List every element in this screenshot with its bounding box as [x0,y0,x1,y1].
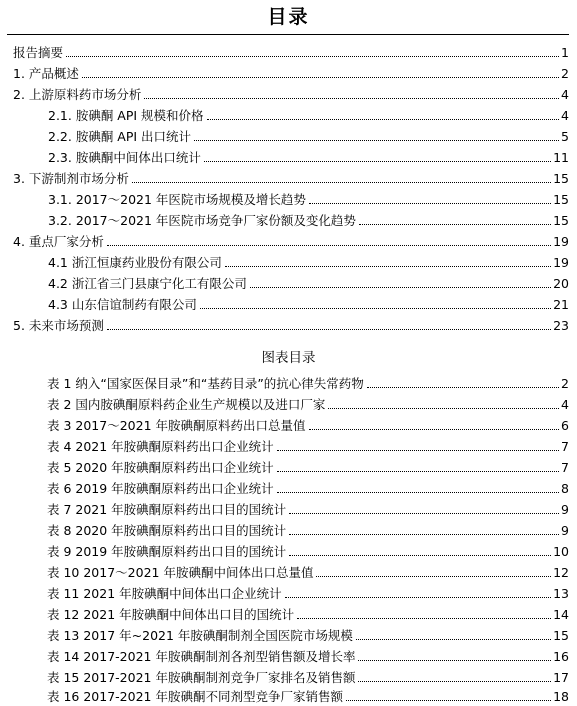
toc-entry-label: 2.2. 胺碘酮 API 出口统计 [48,129,192,144]
figure-entry[interactable] [47,603,569,623]
dot-leader [359,224,551,225]
figure-entry-page: 6 [561,418,569,433]
toc-entry-label: 4.3 山东信谊制药有限公司 [48,297,197,312]
toc-entry-label: 5. 未来市场预测 [13,318,104,333]
toc-entry-label: 1. 产品概述 [13,66,79,81]
dot-leader [66,56,559,57]
dot-leader [309,429,560,430]
toc-entry-label: 4.1 浙江恒康药业股份有限公司 [48,255,222,270]
figure-entry-page: 9 [561,523,569,538]
figure-entry-page: 15 [553,628,569,643]
toc-entry-page: 15 [553,192,569,207]
toc-entry-label: 3.2. 2017～2021 年医院市场竞争厂家份额及变化趋势 [48,213,356,228]
dot-leader [250,287,551,288]
dot-leader [358,681,551,682]
figure-entry[interactable] [47,685,569,705]
toc-entry-page: 15 [553,213,569,228]
dot-leader [132,182,551,183]
figure-entry-label: 表 8 2020 年胺碘酮原料药出口目的国统计 [47,523,287,538]
toc-entry-page: 19 [553,255,569,270]
toc-entry-label: 2.1. 胺碘酮 API 规模和价格 [48,108,204,123]
toc-entry[interactable] [13,41,569,61]
figure-entry-page: 16 [553,649,569,664]
figure-entry[interactable] [47,477,569,497]
toc-entry-label: 3.1. 2017～2021 年医院市场规模及增长趋势 [48,192,306,207]
figure-entry[interactable] [47,540,569,560]
figure-entry[interactable] [47,624,569,644]
dot-leader [225,266,551,267]
toc-entry[interactable] [48,209,569,229]
toc-entry[interactable] [13,83,569,103]
figure-entry-label: 表 1 纳入“国家医保目录”和“基药目录”的抗心律失常药物 [47,376,364,391]
toc-entry[interactable] [13,314,569,334]
figure-entry-page: 7 [561,439,569,454]
dot-leader [277,450,559,451]
figure-entry-page: 7 [561,460,569,475]
dot-leader [200,308,551,309]
figure-entry-label: 表 4 2021 年胺碘酮原料药出口企业统计 [47,439,274,454]
toc-entry-label: 2.3. 胺碘酮中间体出口统计 [48,150,201,165]
figure-entry-page: 17 [553,670,569,685]
figure-entry-label: 表 6 2019 年胺碘酮原料药出口企业统计 [47,481,274,496]
figure-entry[interactable] [47,519,569,539]
figure-entry-page: 2 [561,376,569,391]
toc-entry[interactable] [48,188,569,208]
toc-entry[interactable] [48,125,569,145]
figure-entry-label: 表 5 2020 年胺碘酮原料药出口企业统计 [47,460,274,475]
figure-entry-label: 表 3 2017～2021 年胺碘酮原料药出口总量值 [47,418,306,433]
toc-entry-page: 5 [561,129,569,144]
dot-leader [277,471,559,472]
dot-leader [82,77,559,78]
toc-entry[interactable] [48,146,569,166]
toc-entry-label: 2. 上游原料药市场分析 [13,87,142,102]
dot-leader [107,245,551,246]
figure-entry[interactable] [47,645,569,665]
dot-leader [277,492,559,493]
figure-entry-label: 表 7 2021 年胺碘酮原料药出口目的国统计 [47,502,287,517]
figure-entry-page: 14 [553,607,569,622]
dot-leader [144,98,559,99]
figure-entry-label: 表 14 2017-2021 年胺碘酮制剂各剂型销售额及增长率 [47,649,356,664]
figure-entry[interactable] [47,561,569,581]
figure-entry-page: 4 [561,397,569,412]
toc-entry-page: 11 [553,150,569,165]
dot-leader [289,513,559,514]
figure-entry-label: 表 13 2017 年~2021 年胺碘酮制剂全国医院市场规模 [47,628,353,643]
dot-leader [194,140,559,141]
dot-leader [328,408,559,409]
toc-entry[interactable] [48,293,569,313]
figure-entry[interactable] [47,372,569,392]
toc-entry-page: 19 [553,234,569,249]
dot-leader [207,119,559,120]
dot-leader [316,576,551,577]
figure-entry-label: 表 10 2017～2021 年胺碘酮中间体出口总量值 [47,565,314,580]
dot-leader [285,597,551,598]
figure-entry-label: 表 2 国内胺碘酮原料药企业生产规模以及进口厂家 [47,397,326,412]
figure-entry-page: 12 [553,565,569,580]
dot-leader [356,639,551,640]
dot-leader [204,161,551,162]
figure-entry-label: 表 15 2017-2021 年胺碘酮制剂竞争厂家排名及销售额 [47,670,356,685]
figure-entry-page: 10 [553,544,569,559]
toc-entry[interactable] [13,167,569,187]
figure-entry[interactable] [47,414,569,434]
toc-entry[interactable] [48,104,569,124]
toc-entry[interactable] [48,272,569,292]
toc-entry-page: 15 [553,171,569,186]
toc-entry-page: 21 [553,297,569,312]
toc-entry[interactable] [13,62,569,82]
toc-entry-label: 4.2 浙江省三门县康宁化工有限公司 [48,276,247,291]
dot-leader [107,329,551,330]
page-title: 目录 [267,6,310,28]
figure-entry[interactable] [47,582,569,602]
figures-list-title: 图表目录 [261,350,316,366]
toc-entry-page: 23 [553,318,569,333]
toc-entry[interactable] [13,230,569,250]
dot-leader [346,700,551,701]
dot-leader [289,534,559,535]
toc-entry[interactable] [48,251,569,271]
toc-entry-label: 报告摘要 [13,45,64,60]
dot-leader [289,555,551,556]
figure-entry[interactable] [47,666,569,686]
dot-leader [358,660,551,661]
figure-entry-label: 表 12 2021 年胺碘酮中间体出口目的国统计 [47,607,295,622]
figure-entry-label: 表 9 2019 年胺碘酮原料药出口目的国统计 [47,544,287,559]
toc-entry-page: 20 [553,276,569,291]
figure-entry-page: 13 [553,586,569,601]
toc-entry-label: 4. 重点厂家分析 [13,234,104,249]
dot-leader [367,387,559,388]
toc-entry-page: 1 [561,45,569,60]
figure-entry-page: 8 [561,481,569,496]
figure-entry[interactable] [47,393,569,413]
title-divider [7,34,569,35]
dot-leader [297,618,551,619]
figure-entry-page: 18 [553,689,569,704]
dot-leader [309,203,551,204]
toc-entry-label: 3. 下游制剂市场分析 [13,171,129,186]
figure-entry[interactable] [47,435,569,455]
figure-entry-label: 表 11 2021 年胺碘酮中间体出口企业统计 [47,586,282,601]
toc-entry-page: 2 [561,66,569,81]
toc-entry-page: 4 [561,108,569,123]
figure-entry-page: 9 [561,502,569,517]
figure-entry-label: 表 16 2017-2021 年胺碘酮不同剂型竞争厂家销售额 [47,689,343,704]
figure-entry[interactable] [47,456,569,476]
figure-entry[interactable] [47,498,569,518]
toc-entry-page: 4 [561,87,569,102]
